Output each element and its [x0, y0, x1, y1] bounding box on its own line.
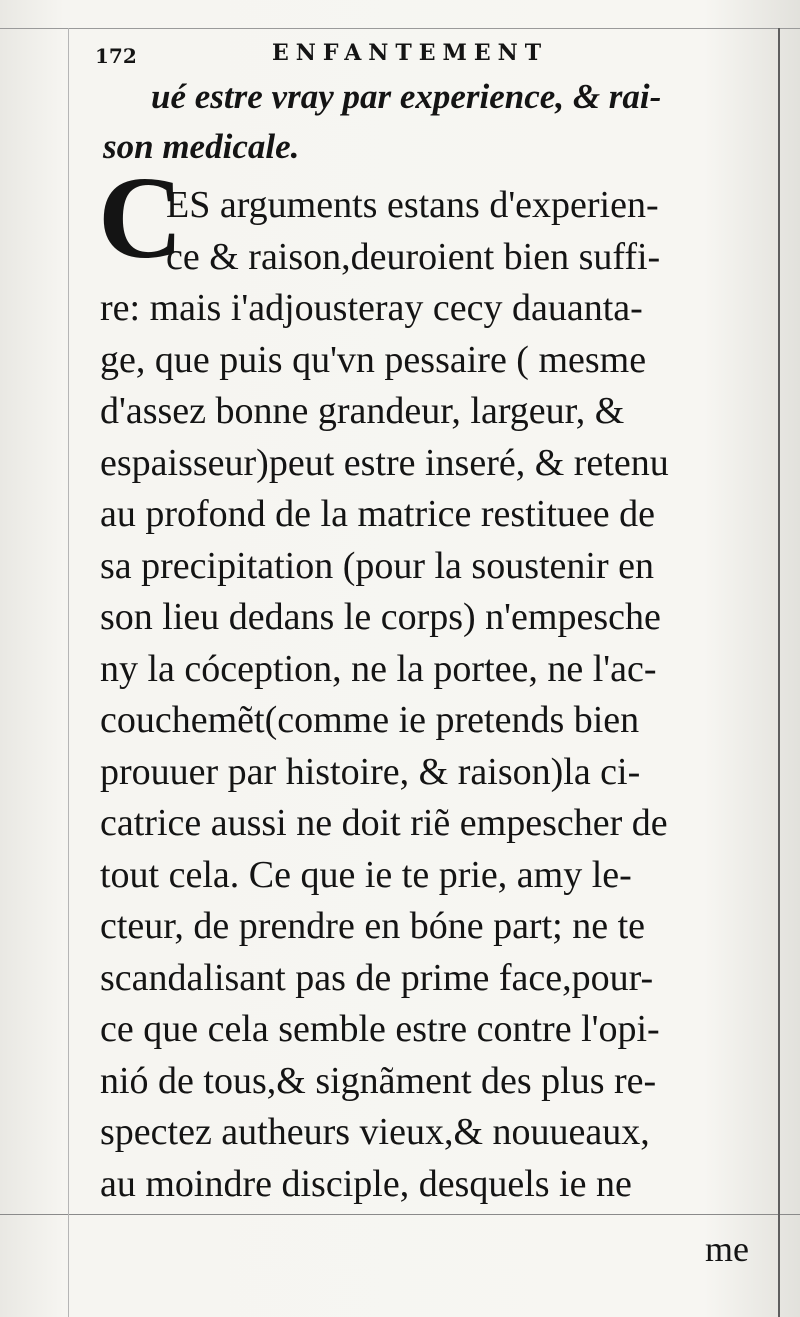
body-line: au profond de la matrice restituee de	[100, 493, 655, 535]
left-margin-line	[68, 28, 69, 1317]
title-line-2: son medicale.	[103, 127, 300, 166]
body-line: re: mais i'adjousteray cecy dauanta-	[100, 287, 643, 329]
body-line: d'assez bonne grandeur, largeur, &	[100, 390, 625, 432]
body-line: ge, que puis qu'vn pessaire ( mesme	[100, 338, 647, 381]
body-line: scandalisant pas de prime face,pour-	[100, 956, 654, 999]
catchword: me	[705, 1229, 749, 1269]
body-line: ES arguments estans d'experien-	[166, 184, 659, 226]
section-title	[103, 72, 763, 172]
body-line: nió de tous,& signãment des plus re-	[100, 1059, 657, 1102]
body-line: son lieu dedans le corps) n'empesche	[100, 596, 661, 638]
body-line: prouuer par histoire, & raison)la ci-	[100, 750, 641, 793]
body-line: ny la cóception, ne la portee, ne l'ac-	[100, 647, 657, 690]
running-head: ENFANTEMENT	[272, 40, 549, 66]
title-line-1: ué estre vray par experience, & rai-	[151, 77, 662, 116]
right-margin-line	[778, 28, 780, 1317]
body-line: tout cela. Ce que ie te prie, amy le-	[100, 853, 632, 896]
body-line: au moindre disciple, desquels ie ne	[100, 1162, 632, 1205]
body-line: catrice aussi ne doit riẽ empescher de	[100, 802, 668, 844]
bottom-rule	[0, 1214, 800, 1215]
body-line: cteur, de prendre en bóne part; ne te	[100, 905, 645, 947]
body-paragraph	[100, 180, 765, 1210]
body-line: sa precipitation (pour la soustenir en	[100, 544, 655, 587]
body-line: spectez autheurs vieux,& nouueaux,	[100, 1111, 650, 1153]
page-number: 172	[95, 44, 137, 68]
top-rule	[0, 28, 800, 29]
drop-cap: C	[98, 152, 184, 283]
body-line: ce que cela semble estre contre l'opi-	[100, 1008, 660, 1050]
body-line: ce & raison,deuroient bien suffi-	[166, 235, 661, 278]
body-line: espaisseur)peut estre inseré, & retenu	[100, 441, 669, 484]
body-line: couchemẽt(comme ie pretends bien	[100, 699, 640, 741]
